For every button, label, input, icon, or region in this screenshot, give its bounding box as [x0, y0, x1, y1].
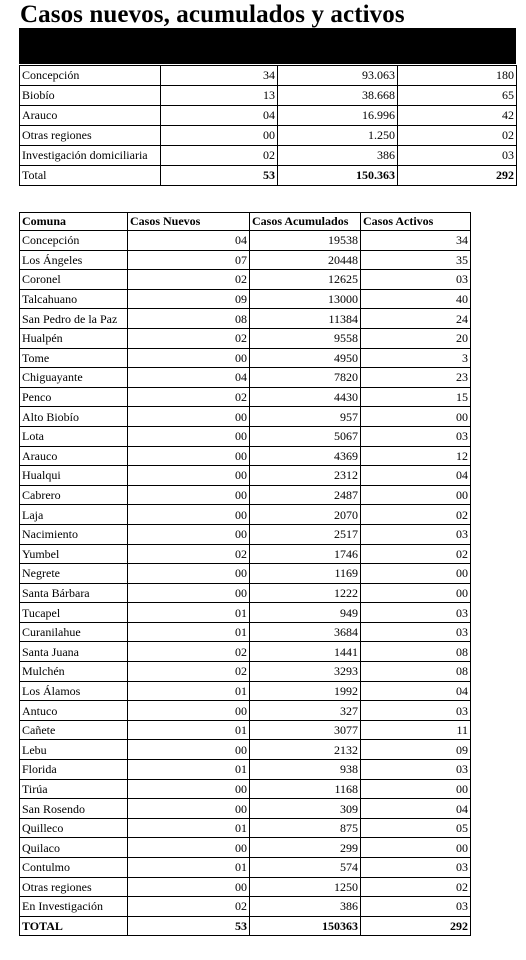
table-row [20, 760, 471, 780]
casos-acumulados: 1168 [250, 779, 361, 799]
redacted-header-band [19, 28, 516, 64]
casos-nuevos: 00 [128, 701, 250, 721]
summary-casos-activos: 02 [398, 126, 517, 146]
casos-acumulados: 574 [250, 858, 361, 878]
casos-acumulados: 1441 [250, 642, 361, 662]
casos-acumulados: 4369 [250, 446, 361, 466]
casos-acumulados: 5067 [250, 426, 361, 446]
header-casos-acumulados: Casos Acumulados [250, 213, 361, 231]
table-row [20, 446, 471, 466]
table-row [20, 622, 471, 642]
casos-acumulados: 957 [250, 407, 361, 427]
casos-activos: 00 [361, 779, 471, 799]
casos-nuevos: 08 [128, 309, 250, 329]
table-row [20, 270, 471, 290]
table-row [20, 524, 471, 544]
table-row [20, 858, 471, 878]
casos-activos: 03 [361, 603, 471, 623]
casos-activos: 35 [361, 250, 471, 270]
comuna-name: Santa Bárbara [20, 583, 128, 603]
comuna-name: Hualqui [20, 466, 128, 486]
casos-activos: 00 [361, 583, 471, 603]
comuna-name: Coronel [20, 270, 128, 290]
casos-nuevos: 01 [128, 720, 250, 740]
summary-row [20, 126, 517, 146]
casos-activos: 40 [361, 289, 471, 309]
comuna-name: Talcahuano [20, 289, 128, 309]
comuna-name: Cabrero [20, 485, 128, 505]
total-comuna-name: TOTAL [20, 916, 128, 936]
casos-acumulados: 13000 [250, 289, 361, 309]
casos-activos: 03 [361, 897, 471, 917]
comuna-name: Tucapel [20, 603, 128, 623]
table-row [20, 701, 471, 721]
summary-total-casos-activos: 292 [398, 166, 517, 186]
table-row [20, 583, 471, 603]
summary-casos-acumulados: 16.996 [278, 106, 398, 126]
table-row [20, 818, 471, 838]
header-casos-activos: Casos Activos [361, 213, 471, 231]
table-row [20, 466, 471, 486]
table-row [20, 309, 471, 329]
page-title: Casos nuevos, acumulados y activos [20, 1, 405, 28]
summary-region-name: Arauco [20, 106, 161, 126]
casos-activos: 04 [361, 799, 471, 819]
casos-nuevos: 00 [128, 524, 250, 544]
summary-row [20, 146, 517, 166]
casos-nuevos: 00 [128, 564, 250, 584]
summary-casos-activos: 65 [398, 86, 517, 106]
casos-acumulados: 3293 [250, 662, 361, 682]
table-row [20, 603, 471, 623]
casos-nuevos: 02 [128, 270, 250, 290]
casos-activos: 02 [361, 877, 471, 897]
casos-nuevos: 01 [128, 603, 250, 623]
casos-acumulados: 4430 [250, 387, 361, 407]
casos-acumulados: 309 [250, 799, 361, 819]
summary-casos-acumulados: 93.063 [278, 66, 398, 86]
casos-acumulados: 327 [250, 701, 361, 721]
casos-acumulados: 19538 [250, 231, 361, 251]
table-row [20, 564, 471, 584]
casos-acumulados: 1992 [250, 681, 361, 701]
comuna-name: Lebu [20, 740, 128, 760]
casos-nuevos: 00 [128, 779, 250, 799]
casos-activos: 03 [361, 760, 471, 780]
comuna-name: Florida [20, 760, 128, 780]
table-row [20, 407, 471, 427]
casos-acumulados: 1250 [250, 877, 361, 897]
table-row [20, 368, 471, 388]
casos-activos: 34 [361, 231, 471, 251]
casos-nuevos: 00 [128, 407, 250, 427]
casos-nuevos: 00 [128, 877, 250, 897]
casos-activos: 03 [361, 858, 471, 878]
casos-activos: 00 [361, 407, 471, 427]
casos-activos: 03 [361, 622, 471, 642]
casos-activos: 20 [361, 328, 471, 348]
casos-nuevos: 01 [128, 681, 250, 701]
casos-nuevos: 00 [128, 348, 250, 368]
casos-acumulados: 299 [250, 838, 361, 858]
comuna-name: Arauco [20, 446, 128, 466]
casos-nuevos: 01 [128, 760, 250, 780]
summary-total-region-name: Total [20, 166, 161, 186]
summary-region-name: Investigación domiciliaria [20, 146, 161, 166]
table-row [20, 505, 471, 525]
casos-acumulados: 9558 [250, 328, 361, 348]
comuna-name: Curanilahue [20, 622, 128, 642]
casos-nuevos: 02 [128, 662, 250, 682]
table-row [20, 779, 471, 799]
comuna-name: Quilaco [20, 838, 128, 858]
summary-casos-nuevos: 34 [161, 66, 278, 86]
comuna-name: Penco [20, 387, 128, 407]
table-row [20, 799, 471, 819]
comuna-name: Yumbel [20, 544, 128, 564]
casos-acumulados: 20448 [250, 250, 361, 270]
casos-activos: 03 [361, 270, 471, 290]
casos-activos: 08 [361, 642, 471, 662]
table-row [20, 681, 471, 701]
casos-nuevos: 02 [128, 328, 250, 348]
casos-nuevos: 00 [128, 505, 250, 525]
table-row [20, 897, 471, 917]
summary-casos-nuevos: 04 [161, 106, 278, 126]
casos-activos: 03 [361, 524, 471, 544]
casos-acumulados: 2312 [250, 466, 361, 486]
casos-activos: 08 [361, 662, 471, 682]
summary-region-name: Otras regiones [20, 126, 161, 146]
casos-acumulados: 7820 [250, 368, 361, 388]
comuna-name: Tirúa [20, 779, 128, 799]
casos-activos: 3 [361, 348, 471, 368]
casos-activos: 15 [361, 387, 471, 407]
comunas-table [19, 212, 471, 936]
total-casos-activos: 292 [361, 916, 471, 936]
summary-total-row [20, 166, 517, 186]
casos-nuevos: 02 [128, 387, 250, 407]
casos-activos: 24 [361, 309, 471, 329]
table-row [20, 289, 471, 309]
casos-activos: 03 [361, 426, 471, 446]
comuna-name: Los Álamos [20, 681, 128, 701]
comuna-name: Hualpén [20, 328, 128, 348]
table-row [20, 387, 471, 407]
comuna-name: Tome [20, 348, 128, 368]
summary-row [20, 86, 517, 106]
casos-activos: 03 [361, 701, 471, 721]
casos-acumulados: 1222 [250, 583, 361, 603]
casos-acumulados: 875 [250, 818, 361, 838]
casos-nuevos: 01 [128, 622, 250, 642]
casos-activos: 02 [361, 505, 471, 525]
comuna-name: Lota [20, 426, 128, 446]
casos-activos: 00 [361, 838, 471, 858]
casos-nuevos: 01 [128, 818, 250, 838]
summary-casos-acumulados: 386 [278, 146, 398, 166]
comuna-name: En Investigación [20, 897, 128, 917]
casos-activos: 09 [361, 740, 471, 760]
summary-region-name: Biobío [20, 86, 161, 106]
total-casos-acumulados: 150363 [250, 916, 361, 936]
casos-activos: 00 [361, 564, 471, 584]
table-row [20, 838, 471, 858]
casos-nuevos: 00 [128, 838, 250, 858]
casos-activos: 04 [361, 466, 471, 486]
casos-nuevos: 00 [128, 466, 250, 486]
comuna-name: San Pedro de la Paz [20, 309, 128, 329]
summary-casos-nuevos: 00 [161, 126, 278, 146]
summary-region-name: Concepción [20, 66, 161, 86]
comuna-name: Santa Juana [20, 642, 128, 662]
casos-activos: 00 [361, 485, 471, 505]
casos-acumulados: 949 [250, 603, 361, 623]
casos-activos: 02 [361, 544, 471, 564]
table-row [20, 250, 471, 270]
table-row [20, 642, 471, 662]
comuna-name: Quilleco [20, 818, 128, 838]
table-row [20, 720, 471, 740]
casos-acumulados: 3077 [250, 720, 361, 740]
summary-casos-acumulados: 38.668 [278, 86, 398, 106]
casos-acumulados: 2132 [250, 740, 361, 760]
casos-activos: 04 [361, 681, 471, 701]
casos-acumulados: 1746 [250, 544, 361, 564]
comuna-name: Laja [20, 505, 128, 525]
table-row [20, 328, 471, 348]
comuna-name: Contulmo [20, 858, 128, 878]
total-casos-nuevos: 53 [128, 916, 250, 936]
casos-acumulados: 12625 [250, 270, 361, 290]
casos-nuevos: 04 [128, 231, 250, 251]
casos-acumulados: 2070 [250, 505, 361, 525]
table-row [20, 544, 471, 564]
casos-activos: 12 [361, 446, 471, 466]
casos-nuevos: 00 [128, 740, 250, 760]
casos-nuevos: 00 [128, 446, 250, 466]
casos-nuevos: 04 [128, 368, 250, 388]
summary-row [20, 106, 517, 126]
table-row [20, 231, 471, 251]
casos-nuevos: 02 [128, 897, 250, 917]
comuna-name: San Rosendo [20, 799, 128, 819]
casos-nuevos: 00 [128, 799, 250, 819]
casos-nuevos: 01 [128, 858, 250, 878]
comuna-name: Mulchén [20, 662, 128, 682]
casos-acumulados: 2517 [250, 524, 361, 544]
table-row [20, 877, 471, 897]
casos-acumulados: 2487 [250, 485, 361, 505]
summary-table [19, 65, 517, 186]
summary-casos-nuevos: 13 [161, 86, 278, 106]
casos-acumulados: 3684 [250, 622, 361, 642]
header-casos-nuevos: Casos Nuevos [128, 213, 250, 231]
table-row [20, 485, 471, 505]
table-row [20, 740, 471, 760]
comuna-name: Chiguayante [20, 368, 128, 388]
table-row [20, 662, 471, 682]
casos-nuevos: 09 [128, 289, 250, 309]
casos-acumulados: 11384 [250, 309, 361, 329]
table-row [20, 426, 471, 446]
comuna-name: Concepción [20, 231, 128, 251]
comuna-name: Alto Biobío [20, 407, 128, 427]
casos-acumulados: 4950 [250, 348, 361, 368]
comunas-header-row [20, 213, 471, 231]
table-row [20, 348, 471, 368]
casos-nuevos: 07 [128, 250, 250, 270]
comunas-total-row [20, 916, 471, 936]
casos-acumulados: 938 [250, 760, 361, 780]
summary-casos-activos: 42 [398, 106, 517, 126]
casos-nuevos: 02 [128, 642, 250, 662]
casos-activos: 11 [361, 720, 471, 740]
comuna-name: Cañete [20, 720, 128, 740]
comuna-name: Los Ángeles [20, 250, 128, 270]
comuna-name: Negrete [20, 564, 128, 584]
comuna-name: Nacimiento [20, 524, 128, 544]
casos-nuevos: 00 [128, 426, 250, 446]
summary-total-casos-nuevos: 53 [161, 166, 278, 186]
casos-activos: 05 [361, 818, 471, 838]
casos-nuevos: 00 [128, 583, 250, 603]
summary-casos-activos: 180 [398, 66, 517, 86]
casos-activos: 23 [361, 368, 471, 388]
header-comuna: Comuna [20, 213, 128, 231]
casos-acumulados: 1169 [250, 564, 361, 584]
summary-casos-acumulados: 1.250 [278, 126, 398, 146]
comuna-name: Antuco [20, 701, 128, 721]
summary-total-casos-acumulados: 150.363 [278, 166, 398, 186]
summary-row [20, 66, 517, 86]
comuna-name: Otras regiones [20, 877, 128, 897]
summary-casos-nuevos: 02 [161, 146, 278, 166]
casos-acumulados: 386 [250, 897, 361, 917]
summary-casos-activos: 03 [398, 146, 517, 166]
casos-nuevos: 00 [128, 485, 250, 505]
casos-nuevos: 02 [128, 544, 250, 564]
